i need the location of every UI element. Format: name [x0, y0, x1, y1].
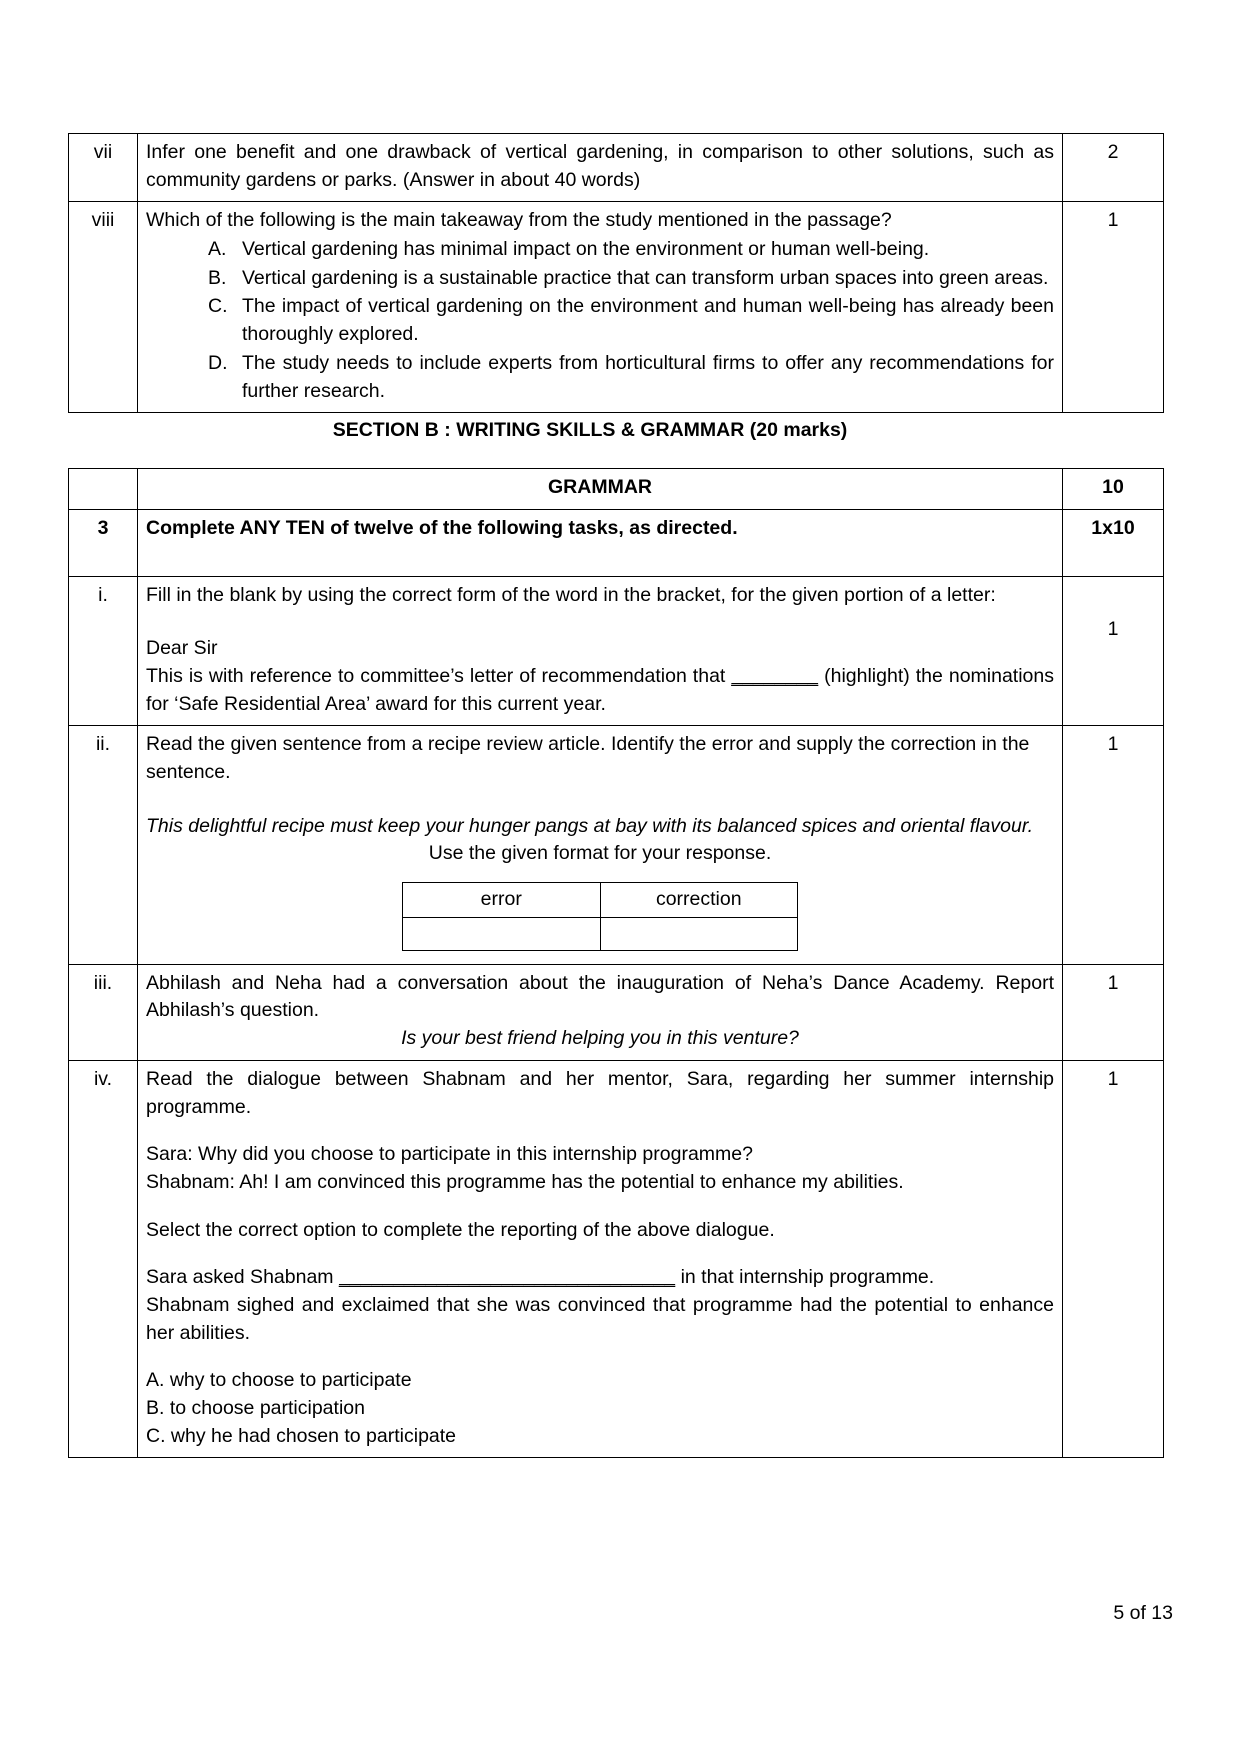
- grammar-item-body: [138, 576, 1063, 726]
- table-row: [403, 883, 798, 918]
- mcq-option-label: C.: [208, 295, 228, 318]
- spacer: [146, 609, 1054, 635]
- fill-before: Sara asked Shabnam: [146, 1266, 339, 1289]
- table-row: [403, 917, 798, 950]
- mcq-option[interactable]: [208, 293, 1054, 348]
- grammar-instruction-line: Complete ANY TEN of twelve of the following tasks, as directed.: [146, 516, 738, 539]
- grammar-table: [68, 468, 1164, 1458]
- table-row: [69, 509, 1164, 576]
- error-column-header: error: [403, 883, 601, 918]
- question-body: [138, 202, 1063, 413]
- page-footer: [0, 1602, 1241, 1625]
- mcq-option[interactable]: [208, 236, 1054, 264]
- grammar-instruction-text: [138, 509, 1063, 576]
- table-row: [69, 134, 1164, 202]
- grammar-item-para: Read the dialogue between Shabnam and her mentor, Sara, regarding her summer internship programme.: [146, 1067, 1054, 1118]
- question-marks: 1: [1063, 202, 1164, 413]
- table-row: [69, 964, 1164, 1060]
- table-row: [69, 202, 1164, 413]
- page-number: 5 of 13: [1113, 1602, 1173, 1624]
- grammar-header-marks: 10: [1063, 469, 1164, 510]
- mcq-option[interactable]: [208, 265, 1054, 293]
- correction-answer-cell[interactable]: [600, 917, 798, 950]
- table-row: [69, 576, 1164, 726]
- reported-speech-sentence: Is your best friend helping you in this venture?: [401, 1027, 799, 1050]
- grammar-item-marks: 1: [1063, 1060, 1164, 1458]
- grammar-item-number: ii.: [69, 726, 138, 964]
- mcq-option-label: D.: [208, 351, 228, 374]
- correction-column-header: correction: [600, 883, 798, 918]
- marks-value: 1: [1107, 617, 1119, 640]
- table-row: [69, 726, 1164, 964]
- grammar-item-number: i.: [69, 576, 138, 726]
- select-option-instruction: Select the correct option to complete the reporting of the above dialogue.: [146, 1218, 775, 1241]
- error-sentence: This delightful recipe must keep your hunger pangs at bay with its balanced spices and oriental flavour.: [146, 814, 1034, 837]
- grammar-item-number: iv.: [69, 1060, 138, 1458]
- mcq-option-b[interactable]: B. to choose participation: [146, 1397, 365, 1419]
- grammar-item-marks: 1: [1063, 964, 1164, 1060]
- grammar-item-marks: 1: [1063, 726, 1164, 964]
- grammar-instruction-marks: 1x10: [1063, 509, 1164, 576]
- mcq-option-text: Vertical gardening is a sustainable practice that can transform urban spaces into green areas.: [242, 266, 1049, 289]
- grammar-item-number: iii.: [69, 964, 138, 1060]
- reported-speech-continuation: Shabnam sighed and exclaimed that she was convinced that programme had the potential to enhance her abilities.: [146, 1293, 1054, 1344]
- mcq-option-c[interactable]: C. why he had chosen to participate: [146, 1424, 457, 1447]
- grammar-item-body: [138, 726, 1063, 964]
- fill-before: This is with reference to committee’s letter of recommendation that: [146, 664, 732, 687]
- question-text: Infer one benefit and one drawback of vertical gardening, in comparison to other solutions, such as community gardens or parks. (Answer in about 40 words): [138, 134, 1063, 202]
- page-content: [68, 133, 1176, 1458]
- spacer: [146, 787, 1054, 813]
- reading-questions-table: [68, 133, 1164, 413]
- table-row: [69, 1060, 1164, 1458]
- error-answer-cell[interactable]: [403, 917, 601, 950]
- mcq-option-text: The impact of vertical gardening on the environment and human well-being has already been thoroughly explored.: [242, 295, 1054, 346]
- grammar-header-title: GRAMMAR: [138, 469, 1063, 510]
- question-marks: 2: [1063, 134, 1164, 202]
- mcq-option-label: B.: [208, 266, 227, 289]
- dialogue-line-sara: Sara: Why did you choose to participate in this internship programme?: [146, 1143, 753, 1166]
- fill-after: in that internship programme.: [675, 1266, 935, 1289]
- dialogue-line-shabnam: Shabnam: Ah! I am convinced this programme has the potential to enhance my abilities.: [146, 1170, 904, 1193]
- question-stem: Which of the following is the main takeaway from the study mentioned in the passage?: [146, 209, 892, 232]
- grammar-item-body: [138, 1060, 1063, 1458]
- grammar-header-blank: [69, 469, 138, 510]
- mcq-option-label: A.: [208, 238, 227, 261]
- blank-space[interactable]: ________: [731, 664, 819, 687]
- blank-space[interactable]: _______________________________: [338, 1266, 676, 1289]
- mcq-option-list: [146, 236, 1054, 405]
- section-gap: [68, 442, 1176, 468]
- grammar-item-para: Read the given sentence from a recipe review article. Identify the error and supply the correction in the sentence.: [146, 733, 1030, 783]
- table-row: [69, 469, 1164, 510]
- grammar-item-marks: [1063, 576, 1164, 726]
- fill-blank-sentence: [146, 1264, 1054, 1292]
- letter-salutation: Dear Sir: [146, 637, 218, 660]
- mcq-option-text: Vertical gardening has minimal impact on the environment or human well-being.: [242, 238, 930, 261]
- fill-blank-sentence: [146, 663, 1054, 718]
- grammar-item-para: Fill in the blank by using the correct form of the word in the bracket, for the given portion of a letter:: [146, 583, 996, 606]
- mcq-option[interactable]: [208, 350, 1054, 405]
- format-instruction: Use the given format for your response.: [428, 842, 772, 865]
- spacer: [146, 543, 1054, 569]
- section-b-heading: SECTION B : WRITING SKILLS & GRAMMAR (20 marks): [332, 419, 848, 442]
- question-number: viii: [69, 202, 138, 413]
- grammar-question-number: 3: [69, 509, 138, 576]
- mcq-option-text: The study needs to include experts from horticultural firms to offer any recommendations for further research.: [242, 351, 1054, 402]
- mcq-option-a[interactable]: A. why to choose to participate: [146, 1369, 412, 1392]
- error-correction-table: [402, 882, 798, 951]
- grammar-item-body: [138, 964, 1063, 1060]
- fill-after: (highlight) the nominations for ‘Safe Residential Area’ award for this current year.: [146, 664, 1055, 715]
- grammar-item-para: Abhilash and Neha had a conversation about the inauguration of Neha’s Dance Academy. Report Abhilash’s question.: [146, 971, 1054, 1022]
- question-number: vii: [69, 134, 138, 202]
